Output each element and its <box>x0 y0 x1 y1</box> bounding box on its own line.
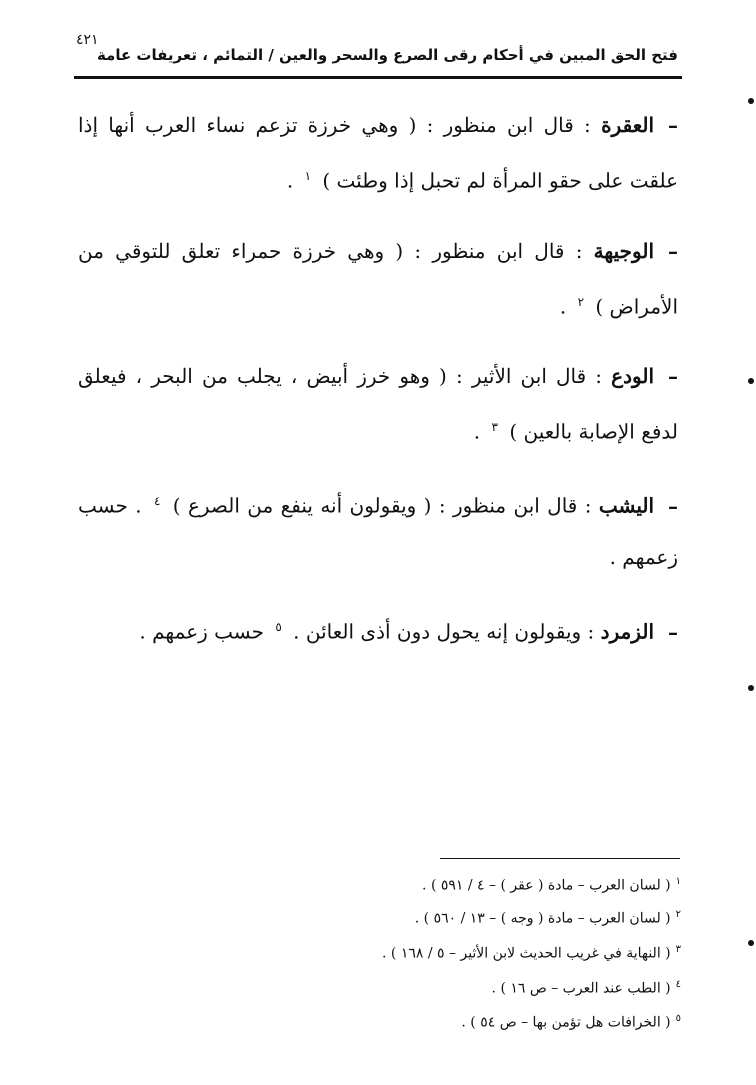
footnote-ref[interactable]: ١ <box>304 169 312 183</box>
page-number: ٤٢١ <box>76 32 99 48</box>
entry-al-yashb <box>78 476 678 583</box>
running-header: فتح الحق المبين في أحكام رقى الصرع والسحر والعين / التمائم ، تعريفات عامة <box>96 46 678 64</box>
footnote-rule <box>440 858 680 859</box>
entry-dash: – <box>668 364 678 388</box>
entry-end: . <box>286 168 294 193</box>
entry-dash: – <box>668 113 679 137</box>
footnote-text: ( الخرافات هل تؤمن بها – ص ٥٤ ) . <box>461 1014 671 1031</box>
footnote-number: ٤ <box>675 979 681 990</box>
entry-text: : قال ابن الأثير : ( وهو خرز أبيض ، يجلب من البحر ، فيعلق لدفع الإصابة بالعين ) <box>78 364 678 444</box>
footnote-text: ( لسان العرب – مادة ( عقر ) – ٤ / ٥٩١ ) . <box>422 877 671 894</box>
footnote-text: ( الطب عند العرب – ص ١٦ ) . <box>491 980 671 997</box>
entry-al-zumurrud <box>78 602 678 658</box>
footnote-item <box>321 876 681 894</box>
entry-term: العقرة <box>601 113 655 137</box>
entry-al-wada <box>78 351 678 458</box>
entry-term: اليشب <box>598 493 655 518</box>
footnote-ref[interactable]: ٤ <box>153 494 161 508</box>
footnote-item <box>321 979 681 997</box>
footnote-text: ( لسان العرب – مادة ( وجه ) – ١٣ / ٥٦٠ ) . <box>414 910 671 927</box>
footnote-number: ٥ <box>675 1013 681 1024</box>
entry-end: . <box>473 419 481 444</box>
entry-dash: – <box>668 619 678 644</box>
entry-text: : ويقولون إنه يحول دون أذى العائن . <box>293 619 595 644</box>
entry-end: . <box>559 294 567 319</box>
binding-hole-mark <box>748 685 754 691</box>
entry-end: حسب زعمهم . <box>139 619 264 644</box>
footnote-item <box>321 1013 681 1031</box>
footnote-number: ١ <box>675 876 681 887</box>
entry-term: الزمرد <box>600 619 654 644</box>
footnote-number: ٣ <box>675 944 681 955</box>
footnote-text: ( النهاية في غريب الحديث لابن الأثير – ٥ / ١٦٨ ) . <box>382 945 671 962</box>
binding-hole-mark <box>748 940 754 946</box>
binding-hole-mark <box>748 378 754 384</box>
entry-al-aqra <box>78 100 678 207</box>
footnote-ref[interactable]: ٢ <box>577 295 585 309</box>
entry-end: . حسب زعمهم . <box>78 493 678 569</box>
entry-term: الودع <box>611 364 654 388</box>
footnote-item <box>321 909 681 927</box>
entry-term: الوجيهة <box>593 239 654 263</box>
footnote-ref[interactable]: ٥ <box>275 620 282 634</box>
header-rule <box>74 76 682 79</box>
entry-al-wajiha <box>78 226 678 333</box>
entry-dash: – <box>668 239 678 263</box>
entry-dash: – <box>668 493 679 518</box>
footnote-item <box>321 944 681 962</box>
entry-text: : قال ابن منظور : ( وهي خرزة تزعم نساء العرب أنها إذا علقت على حقو المرأة لم تحبل إذا وطئت ) <box>78 113 678 193</box>
footnote-ref[interactable]: ٣ <box>491 420 498 434</box>
binding-hole-mark <box>748 98 754 104</box>
entry-text: : قال ابن منظور : ( ويقولون أنه ينفع من الصرع ) <box>172 493 592 518</box>
entry-text: : قال ابن منظور : ( وهي خرزة حمراء تعلق للتوقي من الأمراض ) <box>78 239 678 319</box>
footnote-number: ٢ <box>675 909 681 920</box>
